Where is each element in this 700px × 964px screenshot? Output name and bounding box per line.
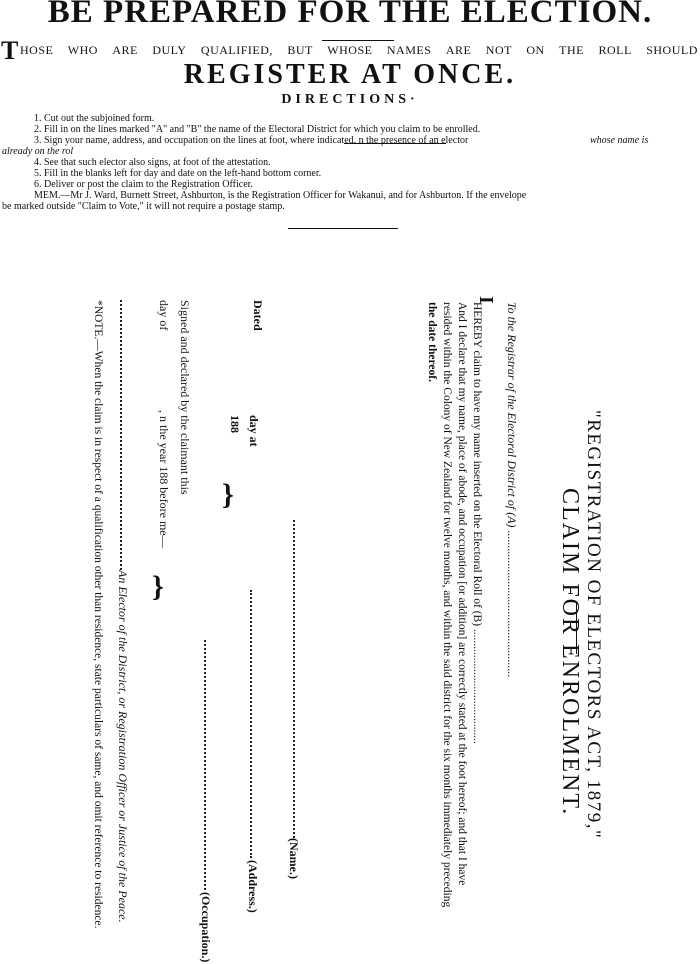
drop-cap-I: I — [475, 296, 497, 304]
address-label: (Address.) — [246, 860, 260, 913]
elector-signature-label: An Elector of the District, or Registration Officer or Justice of the Peace. — [116, 570, 130, 923]
direction-item-continued: already on the rol — [2, 146, 74, 157]
direction-item: 3. Sign your name, address, and occupation on the lines at foot, where indicated. n the presence of an elector — [34, 135, 469, 146]
subhead-word: THE — [559, 43, 584, 57]
name-label: (Name.) — [287, 838, 301, 879]
day-at-label: day at — [247, 415, 261, 447]
day-of-label: day of — [157, 300, 171, 331]
year-before-me: , n the year 188 before me— — [157, 410, 171, 548]
headline: BE PREPARED FOR THE ELECTION. — [47, 0, 653, 30]
subhead-word: BUT — [287, 43, 313, 57]
direction-item-continued: whose name is — [590, 135, 649, 146]
direction-item: be marked outside "Claim to Vote," it will not require a postage stamp. — [2, 201, 285, 212]
subhead-word: NOT — [485, 43, 512, 57]
name-dotted-line — [293, 520, 295, 838]
elector-dotted-line — [120, 300, 122, 570]
direction-item: 5. Fill in the blanks left for day and date on the left-hand bottom corner. — [34, 168, 322, 179]
directions-title: DIRECTIONS· — [281, 92, 419, 107]
subhead-word: HOSE — [20, 43, 54, 57]
dated-label: Dated — [251, 300, 265, 331]
declaration-line: HEREBY claim to have my name inserted on the Electoral Roll of (B) ........................................ — [471, 302, 483, 744]
year-188-label: 188 — [228, 415, 242, 433]
footnote: *NOTE.—When the claim is in respect of a qualification other than residence, state particulars of same, and omit reference to residence. — [92, 300, 104, 929]
subhead-word: DULY — [152, 43, 187, 57]
direction-item: MEM.—Mr J. Ward, Burnett Street, Ashburton, is the Registration Officer for Wakanui, and for Ashburton. If the envelope — [34, 190, 527, 201]
declaration-line: resided within the Colony of New Zealand for twelve months, and within the said district for the six months immediately preceding — [441, 302, 453, 908]
subhead-word: WHO — [67, 43, 98, 57]
subhead-word: NAMES — [386, 43, 432, 57]
subhead-word: ON — [526, 43, 545, 57]
subhead-word: QUALIFIED, — [200, 43, 273, 57]
declaration-paragraph — [424, 302, 484, 962]
brace-dated: } — [222, 478, 234, 511]
direction-item: 1. Cut out the subjoined form. — [34, 113, 155, 124]
direction-item: 2. Fill in on the lines marked "A" and "B" the name of the Electoral District for which you claim to be enrolled. — [34, 124, 481, 135]
direction-item: 4. See that such elector also signs, at foot of the attestation. — [34, 157, 271, 168]
subhead-word: ARE — [445, 43, 472, 57]
act-title: "REGISTRATION OF ELECTORS ACT, 1879," — [583, 410, 604, 840]
declaration-line: the date thereof. — [426, 302, 438, 382]
brace-signed: } — [152, 570, 164, 603]
subhead-word: ROLL — [598, 43, 632, 57]
subhead-word: WHOSE — [327, 43, 373, 57]
address-dotted-line — [250, 590, 252, 858]
claim-title: CLAIM FOR ENROLMENT. — [557, 488, 583, 817]
declaration-line: And I declare that my name, place of abode, and occupation [or addition] are correctly stated at the foot hereof; and that I have — [456, 302, 468, 886]
register-heading: REGISTER AT ONCE. — [183, 59, 517, 90]
occupation-dotted-line — [204, 640, 206, 890]
direction-item: 6. Deliver or post the claim to the Registration Officer. — [34, 179, 253, 190]
occupation-label: (Occupation.) — [199, 892, 213, 963]
dropcap: T — [1, 36, 19, 65]
subhead-word: ARE — [112, 43, 138, 57]
to-registrar-line: To the Registrar of the Electoral District of (A) ................................................. — [505, 302, 519, 678]
subhead-word: SHOULD — [646, 43, 698, 57]
signed-declared-line: Signed and declared by the claimant this — [178, 300, 192, 495]
